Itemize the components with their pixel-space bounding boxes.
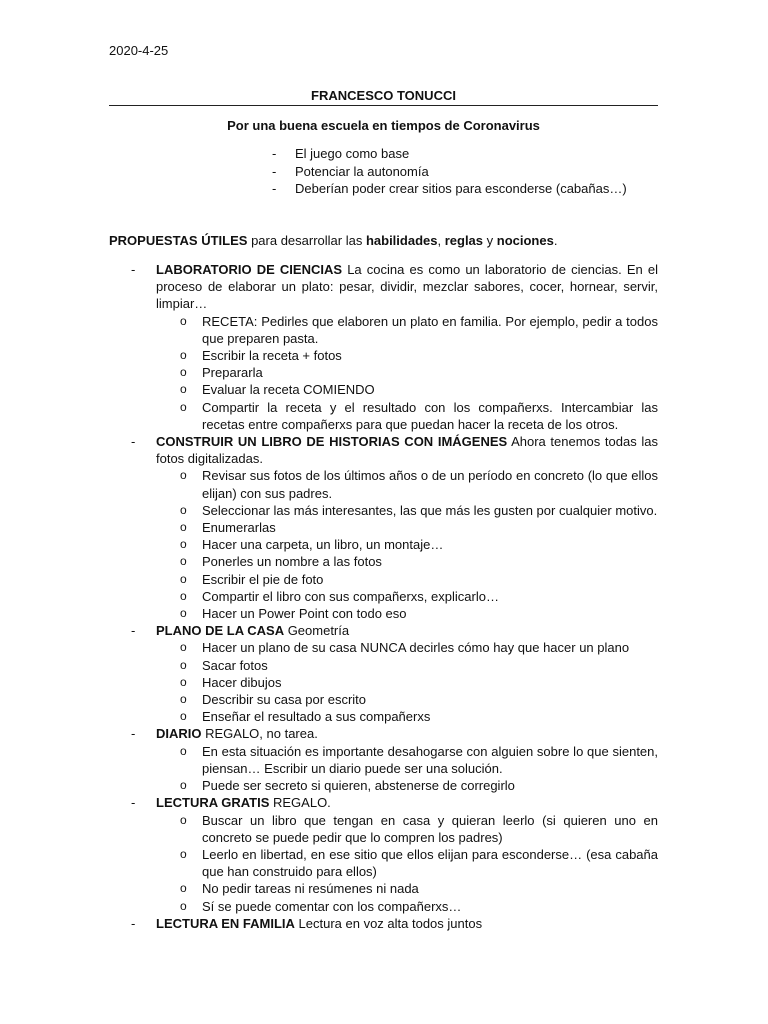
sub-item xyxy=(156,519,658,536)
bullet-marker: o xyxy=(180,537,187,552)
section-title: LECTURA GRATIS xyxy=(156,795,270,811)
sub-item xyxy=(156,880,658,897)
section-title: PLANO DE LA CASA xyxy=(156,623,285,639)
sub-item-text: Escribir la receta + fotos xyxy=(202,348,342,364)
bullet-marker: o xyxy=(180,881,187,896)
proposals-bold-2: habilidades xyxy=(365,233,438,248)
section-sublist xyxy=(156,743,658,795)
sub-item-text: Hacer un plano de su casa NUNCA decirles cómo hay que hacer un plano xyxy=(202,640,630,656)
sub-item-text: Hacer dibujos xyxy=(202,674,282,690)
sub-item-text: Seleccionar las más interesantes, las que más les gusten por cualquier motivo. xyxy=(202,502,658,518)
bullet-marker: o xyxy=(180,365,187,380)
sub-item-text: En esta situación es importante desahogarse con alguien sobre lo que sienten, piensan… Escribir un diario puede ser una solución. xyxy=(202,743,658,776)
section-item xyxy=(109,433,658,622)
section-heading xyxy=(156,433,658,467)
proposals-list xyxy=(109,261,658,932)
bullet-marker: o xyxy=(180,382,187,397)
intro-item xyxy=(272,145,627,163)
section-item xyxy=(109,725,658,794)
section-sublist xyxy=(156,639,658,725)
proposals-heading xyxy=(109,233,557,248)
section-heading xyxy=(156,725,658,742)
sub-item xyxy=(156,674,658,691)
sub-item-text: RECETA: Pedirles que elaboren un plato en familia. Por ejemplo, pedir a todos que preparen pasta. xyxy=(202,313,658,346)
sub-item-text: Puede ser secreto si quieren, abstenerse de corregirlo xyxy=(202,778,515,794)
section-sublist xyxy=(156,313,658,433)
section-description: REGALO, no tarea. xyxy=(201,726,318,742)
section-description: REGALO. xyxy=(269,795,331,811)
sub-item xyxy=(156,639,658,656)
sub-item-text: Escribir el pie de foto xyxy=(202,571,324,587)
proposals-bold-4: nociones xyxy=(496,233,554,248)
section-sublist xyxy=(156,812,658,915)
proposals-text-2: , xyxy=(437,233,445,248)
sub-item xyxy=(156,657,658,674)
sub-item xyxy=(156,846,658,880)
sub-item-text: Leerlo en libertad, en ese sitio que ellos elijan para esconderse… (esa cabaña que han construido para ellos) xyxy=(202,846,658,880)
document-author: FRANCESCO TONUCCI xyxy=(311,88,456,103)
sub-item-text: Ponerles un nombre a las fotos xyxy=(202,554,382,570)
dash-marker: - xyxy=(272,181,277,196)
section-item xyxy=(109,794,658,914)
bullet-marker: o xyxy=(180,674,187,689)
dash-marker: - xyxy=(131,623,136,639)
bullet-marker: o xyxy=(180,399,187,414)
sub-item-text: Describir su casa por escrito xyxy=(202,692,366,708)
intro-item xyxy=(272,180,627,198)
section-item xyxy=(109,622,658,725)
sub-item xyxy=(156,381,658,398)
bullet-marker: o xyxy=(180,657,187,672)
sub-item xyxy=(156,502,658,519)
sub-item xyxy=(156,605,658,622)
sub-item-text: Sacar fotos xyxy=(202,657,268,673)
section-title: CONSTRUIR UN LIBRO DE HISTORIAS CON IMÁGENES xyxy=(156,434,508,450)
intro-item-text: El juego como base xyxy=(295,146,410,161)
bullet-marker: o xyxy=(180,502,187,517)
bullet-marker: o xyxy=(180,898,187,913)
section-heading xyxy=(156,261,658,313)
sub-item xyxy=(156,571,658,588)
bullet-marker: o xyxy=(180,520,187,535)
sub-item-text: Sí se puede comentar con los compañerxs… xyxy=(202,898,462,914)
bullet-marker: o xyxy=(180,313,187,328)
sub-item-text: Evaluar la receta COMIENDO xyxy=(202,382,375,398)
sub-item xyxy=(156,588,658,605)
proposals-text-3: y xyxy=(483,233,497,248)
bullet-marker: o xyxy=(180,743,187,758)
section-description: Ahora tenemos todas las fotos digitalizadas. xyxy=(156,434,658,467)
sub-item xyxy=(156,743,658,777)
title-rule xyxy=(109,105,658,106)
intro-item-text: Deberían poder crear sitios para esconderse (cabañas…) xyxy=(295,181,627,196)
sub-item-text: No pedir tareas ni resúmenes ni nada xyxy=(202,881,419,897)
sub-item xyxy=(156,691,658,708)
section-heading xyxy=(156,794,658,811)
section-description: Geometría xyxy=(284,623,350,639)
dash-marker: - xyxy=(131,795,136,811)
sub-item xyxy=(156,467,658,501)
intro-item-text: Potenciar la autonomía xyxy=(295,163,429,179)
bullet-marker: o xyxy=(180,846,187,861)
intro-list xyxy=(272,145,627,198)
sub-item xyxy=(156,313,658,347)
section-title: LECTURA EN FAMILIA xyxy=(156,915,295,931)
dash-marker: - xyxy=(131,915,136,931)
section-item xyxy=(109,915,658,932)
sub-item-text: Hacer una carpeta, un libro, un montaje… xyxy=(202,537,444,553)
sub-item-text: Hacer un Power Point con todo eso xyxy=(202,606,407,622)
proposals-bold-3: reglas xyxy=(444,233,484,248)
sub-item xyxy=(156,898,658,915)
proposals-bold-1: PROPUESTAS ÚTILES xyxy=(109,233,248,248)
section-title: DIARIO xyxy=(156,726,202,742)
document-date: 2020-4-25 xyxy=(109,43,169,58)
sub-item xyxy=(156,536,658,553)
section-description: La cocina es como un laboratorio de ciencias. En el proceso de elaborar un plato: pesar, dividir, mezclar sabores, cocer, hornear, servir, limpiar… xyxy=(156,262,658,312)
bullet-marker: o xyxy=(180,554,187,569)
sub-item-text: Compartir la receta y el resultado con los compañerxs. Intercambiar las recetas entre compañerxs para que puedan hacer la receta de los otros. xyxy=(202,399,658,432)
section-sublist xyxy=(156,467,658,622)
sub-item-text: Enumerarlas xyxy=(202,520,276,536)
bullet-marker: o xyxy=(180,468,187,483)
dash-marker: - xyxy=(131,434,136,450)
sub-item xyxy=(156,553,658,570)
bullet-marker: o xyxy=(180,588,187,603)
sub-item xyxy=(156,708,658,725)
proposals-text-4: . xyxy=(553,233,558,248)
proposals-text-1: para desarrollar las xyxy=(247,233,366,248)
sub-item xyxy=(156,812,658,846)
section-description: Lectura en voz alta todos juntos xyxy=(294,915,483,931)
sub-item-text: Buscar un libro que tengan en casa y quieran leerlo (si quieren uno en concreto se puede pedir que lo compren los padres) xyxy=(202,812,658,845)
sub-item xyxy=(156,399,658,433)
sub-item xyxy=(156,777,658,794)
dash-marker: - xyxy=(131,262,136,277)
sub-item-text: Prepararla xyxy=(202,365,263,381)
sub-item-text: Revisar sus fotos de los últimos años o de un período en concreto (lo que ellos elijan) con sus padres. xyxy=(202,468,658,501)
bullet-marker: o xyxy=(180,606,187,621)
dash-marker: - xyxy=(131,726,136,742)
document-subtitle: Por una buena escuela en tiempos de Coronavirus xyxy=(227,118,540,133)
sub-item xyxy=(156,347,658,364)
section-title: LABORATORIO DE CIENCIAS xyxy=(156,262,343,277)
bullet-marker: o xyxy=(180,709,187,724)
section-item xyxy=(109,261,658,433)
dash-marker: - xyxy=(272,146,277,161)
section-heading xyxy=(156,915,658,932)
bullet-marker: o xyxy=(180,348,187,363)
bullet-marker: o xyxy=(180,812,187,827)
sub-item-text: Compartir el libro con sus compañerxs, explicarlo… xyxy=(202,588,499,604)
bullet-marker: o xyxy=(180,640,187,655)
section-heading xyxy=(156,622,658,639)
dash-marker: - xyxy=(272,163,277,179)
bullet-marker: o xyxy=(180,778,187,793)
sub-item-text: Enseñar el resultado a sus compañerxs xyxy=(202,709,431,725)
intro-item xyxy=(272,163,627,181)
bullet-marker: o xyxy=(180,571,187,586)
bullet-marker: o xyxy=(180,692,187,707)
sub-item xyxy=(156,364,658,381)
